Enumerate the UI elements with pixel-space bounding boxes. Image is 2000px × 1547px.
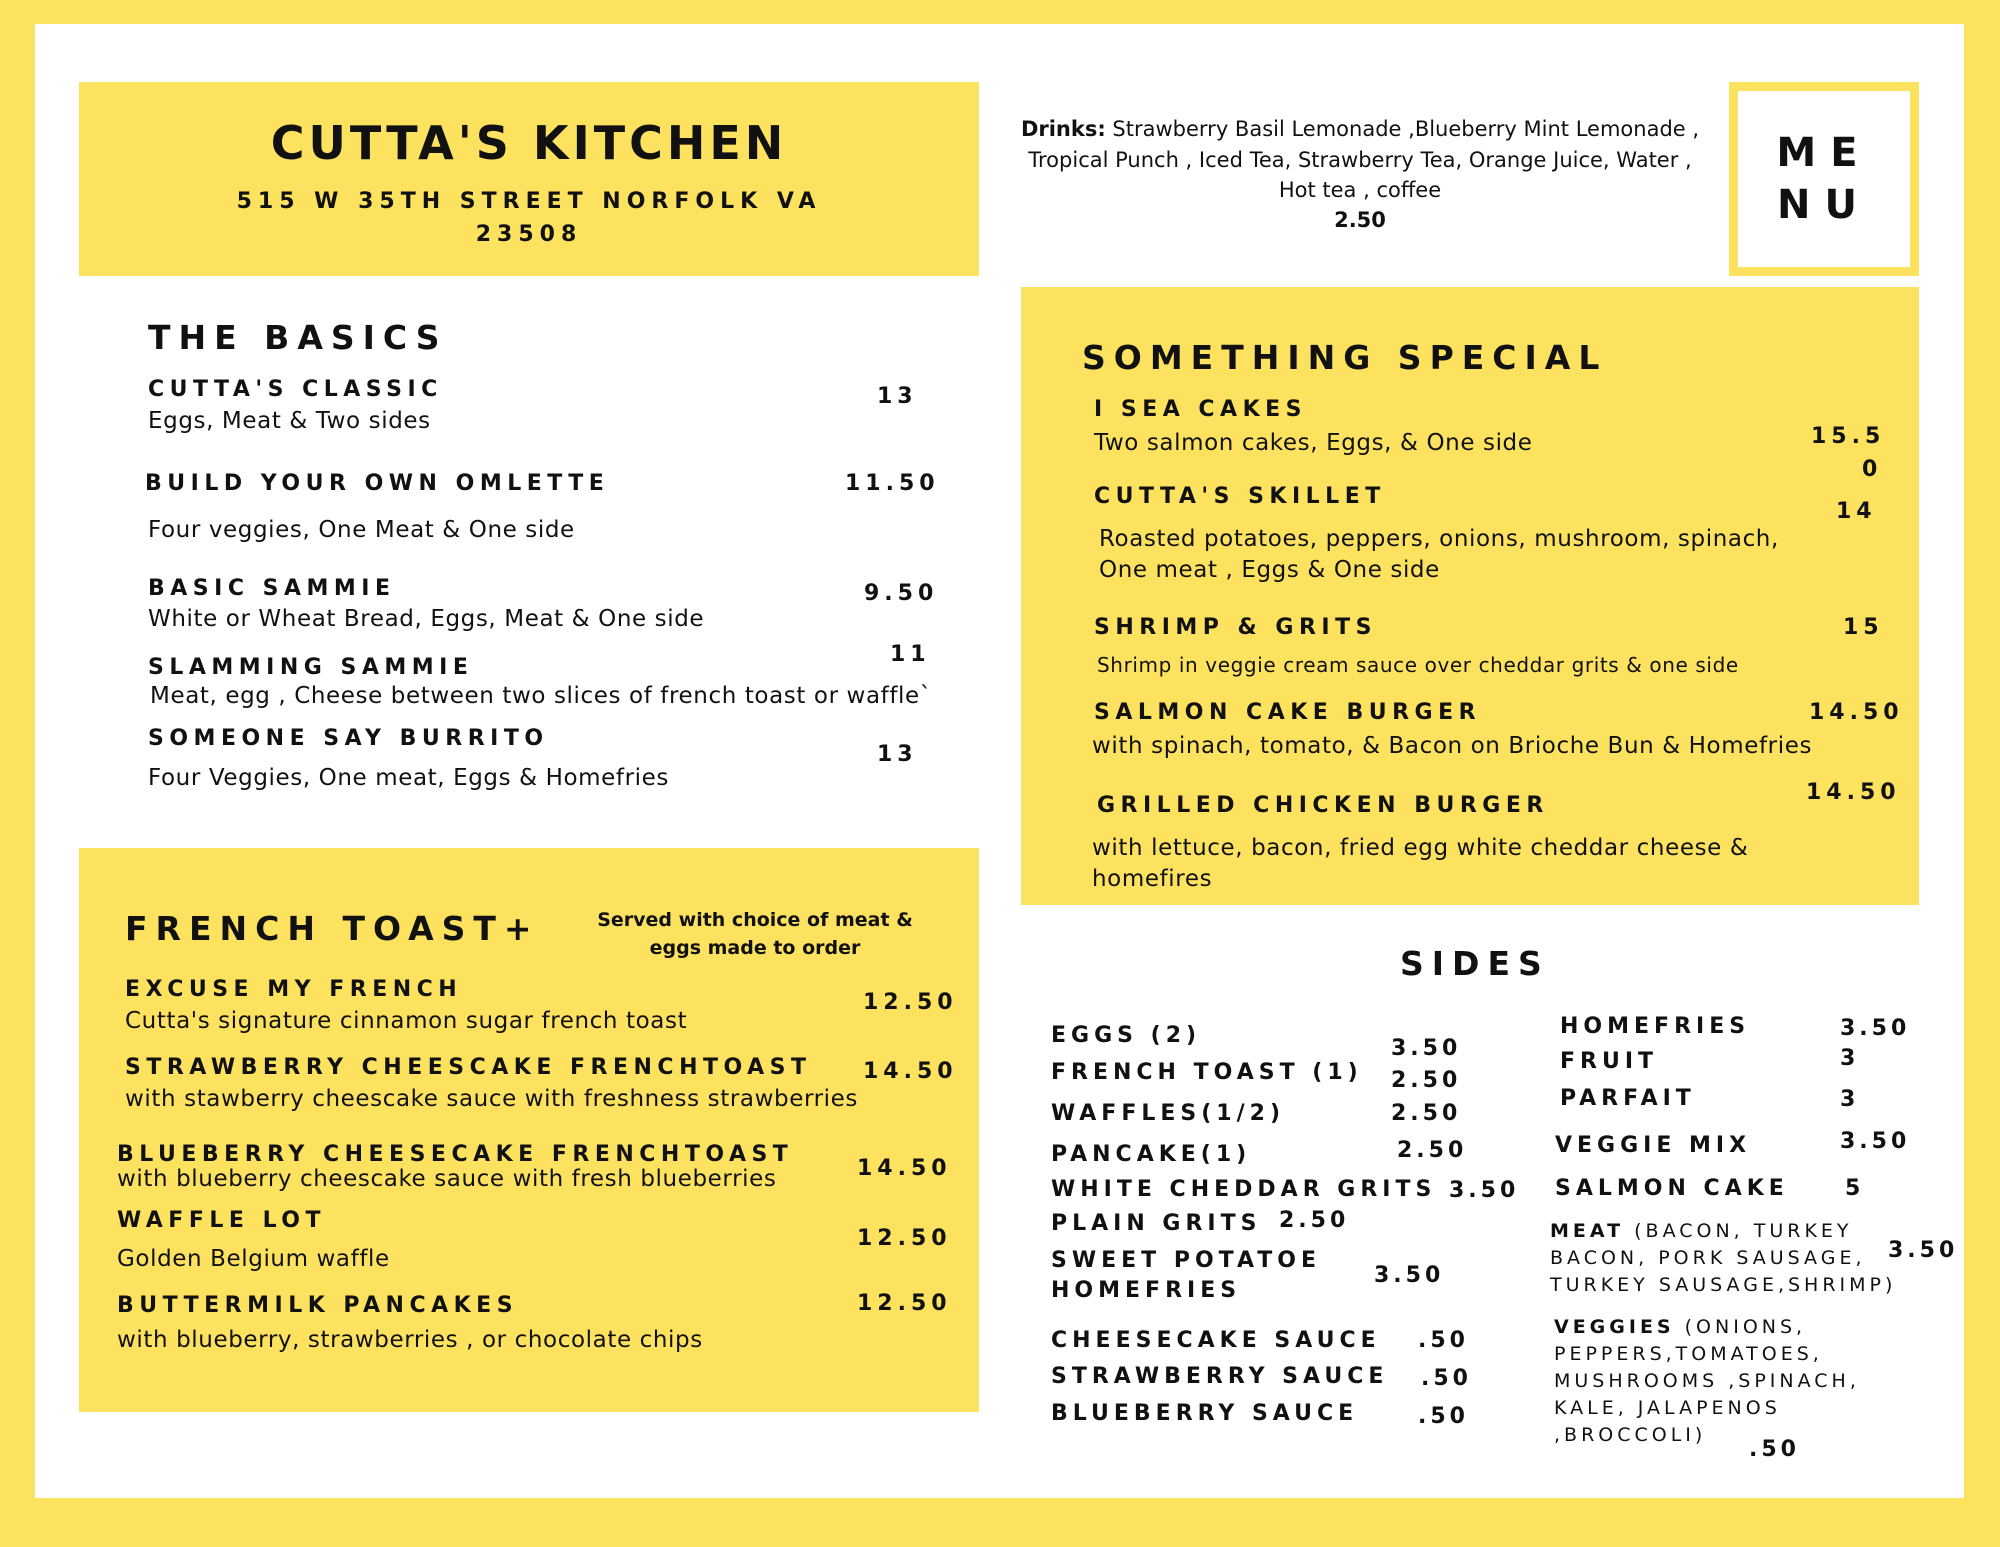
special-item-name: GRILLED CHICKEN BURGER: [1097, 793, 1549, 818]
veggies-line-2: PEPPERS,TOMATOES,: [1554, 1343, 1823, 1365]
french-toast-item-price: 12.50: [863, 990, 958, 1015]
basics-item-price: 13: [877, 384, 918, 409]
side-item-name: SWEET POTATOE: [1051, 1248, 1322, 1273]
side-item-name: WHITE CHEDDAR GRITS: [1051, 1177, 1437, 1202]
french-toast-item-name: STRAWBERRY CHEESCAKE FRENCHTOAST: [125, 1055, 812, 1080]
special-item-name: I SEA CAKES: [1094, 397, 1307, 422]
side-item-price: .50: [1421, 1366, 1472, 1391]
french-toast-item-desc: with stawberry cheescake sauce with freshness strawberries: [125, 1086, 858, 1112]
side-item-price: .50: [1418, 1328, 1469, 1353]
side-item-name: STRAWBERRY SAUCE: [1051, 1364, 1389, 1389]
basics-item-desc: Meat, egg , Cheese between two slices of french toast or waffle`: [150, 683, 932, 709]
meat-text-1: (BACON, TURKEY: [1624, 1220, 1853, 1242]
basics-item-name: SOMEONE SAY BURRITO: [148, 726, 549, 751]
veggies-line-3: MUSHROOMS ,SPINACH,: [1554, 1370, 1860, 1392]
side-item-price: 3.50: [1840, 1129, 1911, 1154]
special-item-name: SHRIMP & GRITS: [1094, 615, 1377, 640]
french-toast-title: FRENCH TOAST+: [125, 909, 540, 948]
drinks-text-1: Strawberry Basil Lemonade ,Blueberry Mint Lemonade ,: [1105, 117, 1700, 141]
menu-badge-line-1: ME: [1776, 130, 1872, 176]
basics-item-name: BASIC SAMMIE: [148, 576, 396, 601]
special-item-desc: Shrimp in veggie cream sauce over cheddar grits & one side: [1097, 653, 1739, 677]
side-item-price: 2.50: [1391, 1101, 1462, 1126]
address-line-1: 515 W 35TH STREET NORFOLK VA: [236, 189, 822, 214]
meat-price: 3.50: [1888, 1238, 1959, 1263]
special-item-desc: homefires: [1092, 866, 1213, 892]
menu-badge-inner: [1738, 91, 1910, 267]
special-item-price: 15: [1843, 615, 1884, 640]
side-item-name: PARFAIT: [1560, 1086, 1696, 1111]
side-item-price: 2.50: [1279, 1208, 1350, 1233]
side-item-name: HOMEFRIES: [1560, 1014, 1751, 1039]
basics-item-name: SLAMMING SAMMIE: [148, 655, 474, 680]
side-item-price: 3: [1840, 1046, 1860, 1071]
side-item-price: .50: [1418, 1404, 1469, 1429]
drinks-line-3: Hot tea , coffee: [1278, 178, 1442, 202]
basics-item-name: CUTTA'S CLASSIC: [148, 377, 443, 402]
menu-badge: [1729, 82, 1919, 276]
special-item-price-wrap: 0: [1862, 457, 1883, 482]
special-item-name: SALMON CAKE BURGER: [1094, 700, 1482, 725]
side-item-name: CHEESECAKE SAUCE: [1051, 1328, 1381, 1353]
side-item-name: SALMON CAKE: [1555, 1176, 1789, 1201]
french-toast-item-desc: Golden Belgium waffle: [117, 1246, 390, 1272]
special-item-price: 14.50: [1806, 780, 1901, 805]
meat-line-2: BACON, PORK SAUSAGE,: [1550, 1247, 1866, 1269]
side-item-name: PLAIN GRITS: [1051, 1211, 1262, 1236]
french-toast-item-name: WAFFLE LOT: [117, 1208, 327, 1233]
special-item-price: 15.5: [1811, 424, 1886, 449]
side-item-name: BLUEBERRY SAUCE: [1051, 1401, 1359, 1426]
basics-item-desc: White or Wheat Bread, Eggs, Meat & One side: [148, 606, 705, 632]
french-toast-item-price: 12.50: [857, 1291, 952, 1316]
basics-item-price: 11.50: [845, 471, 940, 496]
meat-label: MEAT: [1550, 1220, 1625, 1242]
side-item-price: 3.50: [1391, 1036, 1462, 1061]
side-item-price: 3.50: [1840, 1016, 1911, 1041]
side-item-price: 5: [1845, 1176, 1865, 1201]
side-item-price: 2.50: [1391, 1068, 1462, 1093]
side-item-name: WAFFLES(1/2): [1051, 1101, 1286, 1126]
french-toast-note-2: eggs made to order: [649, 937, 861, 959]
side-item-name: FRUIT: [1560, 1049, 1659, 1074]
drinks-line-2: Tropical Punch , Iced Tea, Strawberry Tea, Orange Juice, Water ,: [1028, 148, 1692, 172]
basics-item-price: 13: [877, 742, 918, 767]
basics-item-desc: Four Veggies, One meat, Eggs & Homefries: [148, 765, 669, 791]
side-item-name: PANCAKE(1): [1051, 1142, 1252, 1167]
french-toast-note-1: Served with choice of meat &: [597, 909, 913, 931]
basics-title: THE BASICS: [148, 318, 448, 357]
french-toast-item-desc: Cutta's signature cinnamon sugar french toast: [125, 1008, 688, 1034]
basics-item-desc: Eggs, Meat & Two sides: [148, 408, 431, 434]
basics-item-price: 11: [890, 642, 931, 667]
side-item-name: VEGGIE MIX: [1555, 1133, 1752, 1158]
side-item-price: 2.50: [1397, 1138, 1468, 1163]
special-item-price: 14: [1836, 499, 1877, 524]
drinks-price: 2.50: [1334, 208, 1386, 232]
basics-item-name: BUILD YOUR OWN OMLETTE: [145, 471, 610, 496]
veggies-label: VEGGIES: [1554, 1316, 1675, 1338]
french-toast-item-name: BLUEBERRY CHEESECAKE FRENCHTOAST: [117, 1142, 794, 1167]
veggies-price: .50: [1749, 1437, 1800, 1462]
basics-item-price: 9.50: [864, 581, 939, 606]
special-item-price: 14.50: [1809, 700, 1904, 725]
french-toast-item-desc: with blueberry, strawberries , or chocolate chips: [117, 1327, 703, 1353]
side-item-name: EGGS (2): [1051, 1023, 1202, 1048]
veggies-line-1: [1554, 1316, 1806, 1338]
side-item-name: FRENCH TOAST (1): [1051, 1060, 1363, 1085]
french-toast-item-desc: with blueberry cheescake sauce with fresh blueberries: [117, 1166, 777, 1192]
special-title: SOMETHING SPECIAL: [1082, 338, 1608, 377]
restaurant-name: CUTTA'S KITCHEN: [270, 116, 788, 170]
side-item-price: 3.50: [1449, 1178, 1520, 1203]
french-toast-item-price: 14.50: [857, 1156, 952, 1181]
meat-line-1: [1550, 1220, 1853, 1242]
french-toast-item-name: BUTTERMILK PANCAKES: [117, 1293, 519, 1318]
basics-item-desc: Four veggies, One Meat & One side: [148, 517, 575, 543]
side-item-name-line-2: HOMEFRIES: [1051, 1278, 1242, 1303]
drinks-label: Drinks:: [1020, 117, 1106, 141]
special-item-desc: Two salmon cakes, Eggs, & One side: [1094, 430, 1533, 456]
french-toast-item-name: EXCUSE MY FRENCH: [125, 977, 463, 1002]
french-toast-item-price: 12.50: [857, 1226, 952, 1251]
side-item-price: 3.50: [1374, 1263, 1445, 1288]
veggies-line-4: KALE, JALAPENOS: [1554, 1397, 1781, 1419]
special-item-desc: with lettuce, bacon, fried egg white cheddar cheese &: [1092, 835, 1749, 861]
menu-badge-line-2: NU: [1777, 182, 1871, 228]
address-line-2: 23508: [475, 222, 583, 247]
special-item-name: CUTTA'S SKILLET: [1094, 484, 1386, 509]
special-item-desc: One meat , Eggs & One side: [1099, 557, 1440, 583]
meat-line-3: TURKEY SAUSAGE,SHRIMP): [1550, 1274, 1897, 1296]
veggies-text-1: (ONIONS,: [1674, 1316, 1807, 1338]
french-toast-item-price: 14.50: [863, 1059, 958, 1084]
side-item-price: 3: [1840, 1087, 1860, 1112]
veggies-line-5: ,BROCCOLI): [1554, 1424, 1707, 1446]
sides-title: SIDES: [1400, 944, 1550, 983]
special-item-desc: with spinach, tomato, & Bacon on Brioche Bun & Homefries: [1092, 733, 1813, 759]
drinks-line-1: [990, 117, 1730, 141]
special-item-desc: Roasted potatoes, peppers, onions, mushroom, spinach,: [1099, 526, 1779, 552]
